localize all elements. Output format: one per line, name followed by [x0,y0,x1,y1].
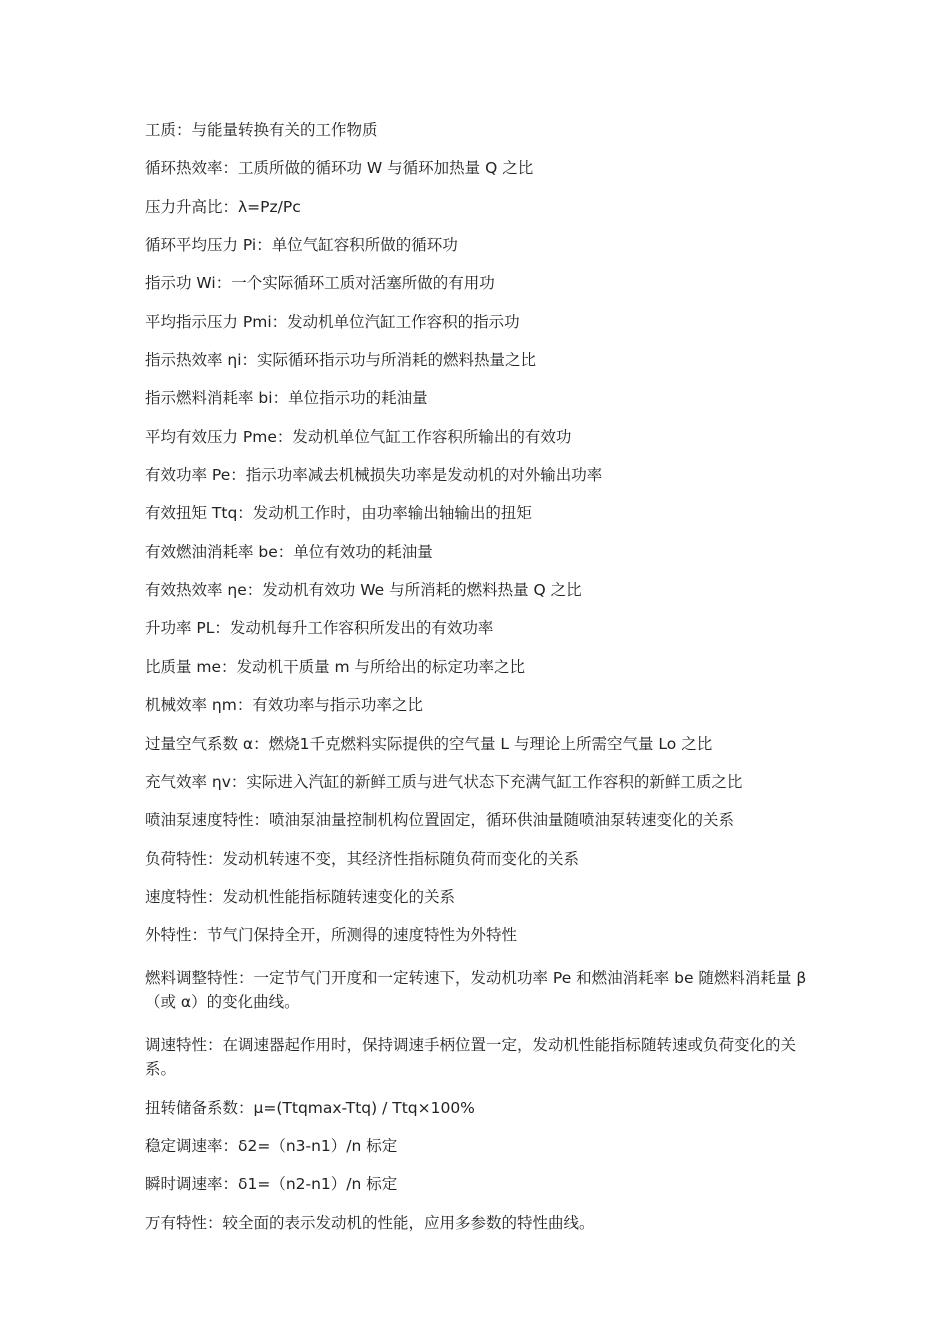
definition-torque-reserve-coefficient: 扭转储备系数：μ=(Ttqmax-Ttq) / Ttq×100% [145,1098,475,1117]
definition-power-per-liter: 升功率 PL：发动机每升工作容积所发出的有效功率 [145,619,494,638]
definition-indicated-work: 指示功 Wi：一个实际循环工质对活塞所做的有用功 [145,274,495,293]
definition-universal-characteristic: 万有特性：较全面的表示发动机的性能，应用多参数的特性曲线。 [145,1213,595,1232]
definition-working-medium: 工质：与能量转换有关的工作物质 [145,121,378,139]
definition-effective-thermal-efficiency: 有效热效率 ηe：发动机有效功 We 与所消耗的燃料热量 Q 之比 [145,581,582,600]
definition-mean-cycle-pressure: 循环平均压力 Pi：单位气缸容积所做的循环功 [145,236,458,255]
definition-indicated-fuel-consumption: 指示燃料消耗率 bi：单位指示功的耗油量 [145,389,428,408]
definition-injection-pump-speed-characteristic: 喷油泵速度特性：喷油泵油量控制机构位置固定，循环供油量随喷油泵转速变化的关系 [145,811,735,830]
definition-pressure-rise-ratio: 压力升高比：λ=Pz/Pc [145,197,301,216]
definition-steady-speed-regulation: 稳定调速率：δ2=（n3-n1）/n 标定 [145,1136,398,1155]
definition-mean-effective-pressure: 平均有效压力 Pme：发动机单位气缸工作容积所输出的有效功 [145,427,572,446]
definition-speed-characteristic: 速度特性：发动机性能指标随转速变化的关系 [145,887,456,906]
definition-mean-indicated-pressure: 平均指示压力 Pmi：发动机单位汽缸工作容积的指示功 [145,312,520,331]
definition-charging-efficiency: 充气效率 ηv：实际进入汽缸的新鲜工质与进气状态下充满气缸工作容积的新鲜工质之比 [145,772,743,791]
definition-external-characteristic: 外特性：节气门保持全开，所测得的速度特性为外特性 [145,926,518,945]
definition-indicated-thermal-efficiency: 指示热效率 ηi：实际循环指示功与所消耗的燃料热量之比 [145,351,537,370]
definition-load-characteristic: 负荷特性：发动机转速不变，其经济性指标随负荷而变化的关系 [145,849,580,868]
definition-governor-characteristic: 调速特性：在调速器起作用时，保持调速手柄位置一定，发动机性能指标随转速或负荷变化的关系。 [145,1035,797,1078]
definition-cycle-thermal-efficiency: 循环热效率：工质所做的循环功 W 与循环加热量 Q 之比 [145,159,534,178]
definition-mechanical-efficiency: 机械效率 ηm：有效功率与指示功率之比 [145,696,423,715]
definition-effective-torque: 有效扭矩 Ttq：发动机工作时，由功率输出轴输出的扭矩 [145,504,532,523]
definition-effective-power: 有效功率 Pe：指示功率减去机械损失功率是发动机的对外输出功率 [145,466,603,485]
definition-fuel-adjustment-characteristic: 燃料调整特性：一定节气门开度和一定转速下，发动机功率 Pe 和燃油消耗率 be 随燃料消耗量 β（或 α）的变化曲线。 [145,968,807,1011]
definitions-list [145,119,811,1250]
definition-effective-fuel-consumption: 有效燃油消耗率 be：单位有效功的耗油量 [145,542,433,561]
definition-specific-mass: 比质量 me：发动机干质量 m 与所给出的标定功率之比 [145,657,526,676]
definition-excess-air-coefficient: 过量空气系数 α：燃烧1千克燃料实际提供的空气量 L 与理论上所需空气量 Lo 之比 [145,734,713,753]
definition-transient-speed-regulation: 瞬时调速率：δ1=（n2-n1）/n 标定 [145,1175,398,1194]
